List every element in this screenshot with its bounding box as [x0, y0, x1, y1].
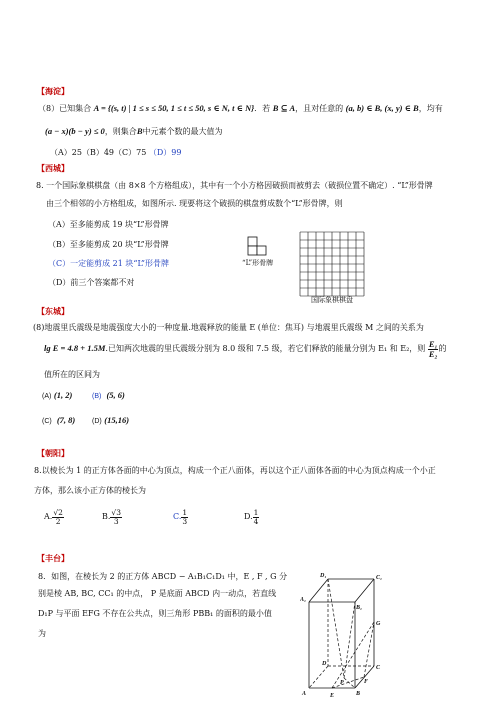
section-tag-xicheng: 【西城】 — [37, 164, 69, 173]
haidian-question: （8）已知集合 A = {(s, t) | 1 ≤ s ≤ 50, 1 ≤ t ≤ 50, s ∈ N, t ∈ N}．若 B ⊆ A，且对任意的 (a, b) ∈ B, (x, y) ∈ B，均有 — [38, 103, 443, 113]
label-D: D — [322, 661, 327, 667]
xicheng-line1: 8. 一个国际象棋棋盘（由 8×8 个方格组成），其中有一个小方格因破损而被剪去（破损位置不确定）. “L”形骨牌 — [36, 181, 433, 190]
section-tag-dongcheng: 【东城】 — [37, 307, 69, 316]
label-C1: C₁ — [376, 575, 383, 581]
chaoyang-option-d: D. $\frac{1}{4}$ — [244, 508, 259, 526]
label-P: P — [340, 680, 344, 686]
xicheng-option-d: （D）前三个答案都不对 — [48, 278, 135, 287]
dongcheng-option-d: (D) (15,16) — [92, 415, 130, 425]
label-G: G — [376, 621, 381, 627]
chaoyang-line2: 方体，那么该小正方体的棱长为 — [34, 486, 146, 495]
option-a: （A）25 — [50, 148, 82, 157]
dongcheng-option-b: (B) (5, 6) — [92, 390, 125, 400]
chaoyang-option-c: C. $\frac{1}{3}$ — [173, 508, 188, 526]
chaoyang-option-a: A. $\frac{√2}{2}$ — [44, 508, 63, 526]
xicheng-option-a: （A）至多能剪成 19 块“L”形骨牌 — [48, 220, 169, 229]
fengtai-line2: 别是棱 AB, BC, CC₁ 的中点， P 是底面 ABCD 内一动点，若直线 — [38, 589, 277, 598]
l-tromino-figure — [247, 236, 269, 258]
option-c: （C）75 — [114, 148, 147, 157]
chaoyang-line1: 8.以棱长为 1 的正方体各面的中心为顶点，构成一个正八面体，再以这个正八面体各面的中心为顶点构成一个小正 — [34, 466, 436, 475]
l-tromino-caption: “L”形骨牌 — [242, 259, 274, 267]
chessboard-figure — [298, 230, 370, 300]
label-B: B — [356, 691, 361, 697]
dongcheng-line1: (8)地震里氏震级是地震强度大小的一种度量.地震释放的能量 E (单位：焦耳) 与地震里氏震级 M 之间的关系为 — [33, 323, 424, 332]
dongcheng-option-a: (A) (1, 2) — [42, 390, 73, 400]
cube-figure — [300, 568, 390, 700]
dongcheng-line3: 值所在的区间为 — [44, 370, 100, 379]
label-B1: B₁ — [356, 605, 363, 611]
fengtai-line4: 为 — [38, 629, 46, 638]
chessboard-caption: 国际象棋棋盘 — [311, 296, 353, 304]
label-A: A — [302, 691, 307, 697]
fengtai-line1: 8．如图，在棱长为 2 的正方体 ABCD − A₁B₁C₁D₁ 中，E , F , G 分 — [38, 572, 288, 581]
fengtai-line3: D₁P 与平面 EFG 不存在公共点，则三角形 PBB₁ 的面积的最小值 — [38, 609, 272, 618]
label-A1: A₁ — [300, 597, 307, 603]
xicheng-option-c: （C）一定能剪成 21 块“L”形骨牌 — [48, 259, 169, 268]
option-d: （D）99 — [148, 148, 182, 157]
section-tag-chaoyang: 【朝阳】 — [37, 449, 69, 458]
haidian-options — [50, 148, 181, 157]
energy-ratio-fraction: $\frac{\text{E₁}}{\text{E₂}}$ — [428, 339, 438, 359]
haidian-question-line2: (a − x)(b − y) ≤ 0，则集合B中元素个数的最大值为 — [45, 126, 223, 136]
label-F: F — [364, 679, 369, 685]
chaoyang-option-b: B. $\frac{√3}{3}$ — [102, 508, 121, 526]
section-tag-fengtai: 【丰台】 — [37, 554, 69, 563]
dongcheng-option-c: (C) (7, 8) — [42, 415, 76, 425]
section-tag-haidian: 【海淀】 — [37, 87, 69, 96]
xicheng-line2: 由三个相邻的小方格组成，如图所示. 现要将这个破损的棋盘剪成数个“L”形骨牌，则 — [46, 199, 343, 208]
label-E: E — [330, 693, 335, 699]
label-C: C — [376, 665, 381, 671]
option-b: （B）49 — [81, 148, 115, 157]
xicheng-option-b: （B）至多能剪成 20 块“L”形骨牌 — [48, 240, 169, 249]
label-D1: D₁ — [320, 573, 327, 579]
dongcheng-line2: lg E = 4.8 + 1.5M.已知两次地震的里氏震级分别为 8.0 级和 7.5 级，若它们释放的能量分别为 E₁ 和 E₂，则 $\frac{\text{E₁}}{\text{E₂}}$ 的 — [44, 339, 447, 359]
